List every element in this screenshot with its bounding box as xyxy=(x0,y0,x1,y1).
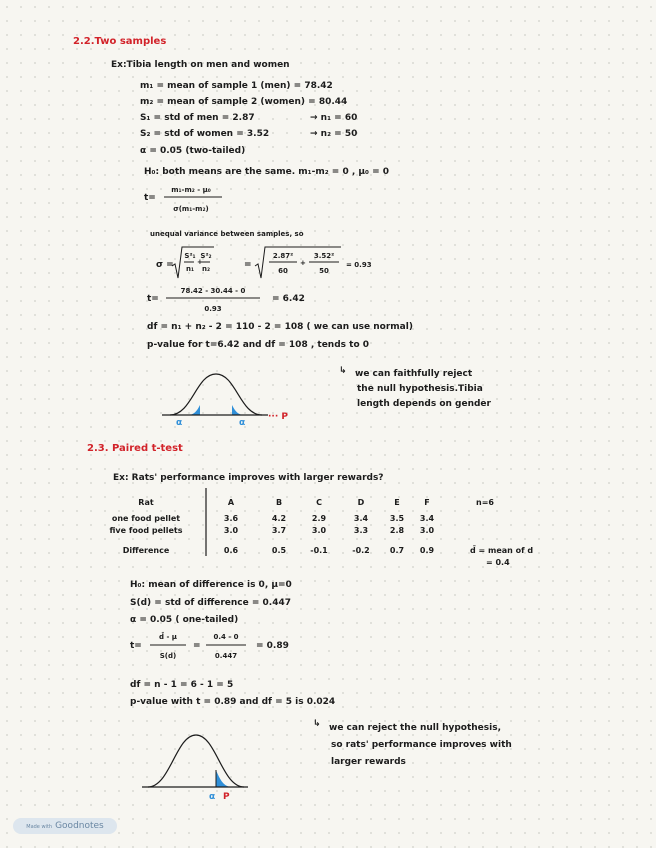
t-formula-lhs: t= xyxy=(144,193,156,203)
cell-five-a: 3.0 xyxy=(223,526,239,535)
sigma-value-1-squared: 2.87² xyxy=(272,252,294,260)
cell-diff-b: 0.5 xyxy=(271,546,287,555)
row-label-difference: Difference xyxy=(122,546,170,555)
definition-alpha: α = 0.05 (two-tailed) xyxy=(140,146,246,156)
rat-data-table xyxy=(92,488,562,567)
sigma-plus-2: + xyxy=(300,259,306,267)
col-header-a: A xyxy=(227,498,235,507)
mean-difference-value: = 0.4 xyxy=(486,558,510,567)
t-formula-numerator: m₁-m₂ - μ₀ xyxy=(171,186,211,194)
sigma-value-2-squared: 3.52² xyxy=(313,252,335,260)
col-header-b: B xyxy=(275,498,283,507)
cell-five-e: 2.8 xyxy=(389,526,405,535)
sigma-s1-squared: S²₁ xyxy=(184,252,196,260)
conclusion2-line3: larger rewards xyxy=(331,757,406,767)
curve1-alpha-left: α xyxy=(176,418,183,428)
cell-five-d: 3.3 xyxy=(353,526,369,535)
cell-one-d: 3.4 xyxy=(353,514,369,523)
definition-s1: S₁ = std of men = 2.87 xyxy=(140,113,255,123)
definition-m1: m₁ = mean of sample 1 (men) = 78.42 xyxy=(140,81,333,91)
sigma-n2: n₂ xyxy=(201,265,211,273)
example-title-tibia: Ex:Tibia length on men and women xyxy=(111,60,290,70)
conclusion1-line3: length depends on gender xyxy=(357,399,491,409)
t-calc-result: = 6.42 xyxy=(272,294,305,304)
std-of-difference: S(d) = std of difference = 0.447 xyxy=(130,598,292,608)
cell-five-c: 3.0 xyxy=(311,526,327,535)
table-row xyxy=(92,526,562,538)
t-formula-denominator: σ(m₁-m₂) xyxy=(173,205,209,213)
t2-formula-denominator: S(d) xyxy=(159,652,177,660)
unequal-variance-note: unequal variance between samples, so xyxy=(150,230,304,238)
conclusion2-line2: so rats' performance improves with xyxy=(331,740,512,750)
sigma-value-n2: 50 xyxy=(319,267,329,275)
p-value-1: p-value for t=6.42 and df = 108 , tends to 0 xyxy=(147,340,370,350)
table-row xyxy=(92,558,562,570)
curve2-alpha: α xyxy=(209,792,216,802)
col-header-f: F xyxy=(424,498,430,507)
table-row xyxy=(92,514,562,526)
degrees-of-freedom-1: df = n₁ + n₂ - 2 = 110 - 2 = 108 ( we can use normal) xyxy=(147,322,413,332)
cell-one-c: 2.9 xyxy=(311,514,327,523)
p-value-2: p-value with t = 0.89 and df = 5 is 0.024 xyxy=(130,697,336,707)
alpha-one-tailed: α = 0.05 ( one-tailed) xyxy=(130,615,239,625)
row-label-five-pellets: five food pellets xyxy=(109,526,183,535)
null-hypothesis-1: H₀: both means are the same. m₁-m₂ = 0 , μ₀ = 0 xyxy=(144,167,390,177)
cell-one-e: 3.5 xyxy=(389,514,405,523)
sigma-plus-1: + xyxy=(197,258,203,266)
t2-formula-denominator-value: 0.447 xyxy=(214,652,238,660)
t2-formula-equals: = xyxy=(193,641,201,651)
conclusion1-line2: the null hypothesis.Tibia xyxy=(357,384,483,394)
section-heading-two-samples: 2.2.Two samples xyxy=(73,36,167,47)
conclusion2-line1: we can reject the null hypothesis, xyxy=(329,723,501,733)
sigma-s2-squared: S²₂ xyxy=(200,252,212,260)
table-row xyxy=(92,498,562,510)
cell-diff-d: -0.2 xyxy=(352,546,370,555)
col-header-c: C xyxy=(316,498,322,507)
cell-one-f: 3.4 xyxy=(419,514,435,523)
sigma-result: = 0.93 xyxy=(346,261,372,269)
table-row xyxy=(92,546,562,558)
badge-brand: Goodnotes xyxy=(55,821,104,831)
col-header-d: D xyxy=(357,498,365,507)
cell-diff-f: 0.9 xyxy=(419,546,435,555)
conclusion1-line1: we can faithfully reject xyxy=(355,369,473,379)
sigma-equals: = xyxy=(244,260,252,270)
mean-difference-label: d̄ = mean of d xyxy=(470,546,534,555)
t2-formula-numerator-value: 0.4 - 0 xyxy=(213,633,239,641)
t2-formula-fraction-bar-value xyxy=(206,644,248,646)
t2-formula-fraction-bar xyxy=(150,644,188,646)
cell-five-b: 3.7 xyxy=(271,526,287,535)
t-calc-numerator: 78.42 - 30.44 - 0 xyxy=(180,287,246,295)
cell-diff-a: 0.6 xyxy=(223,546,239,555)
cell-five-f: 3.0 xyxy=(419,526,435,535)
conclusion2-arrow: ↳ xyxy=(313,719,321,729)
cell-one-a: 3.6 xyxy=(223,514,239,523)
example-title-rats: Ex: Rats' performance improves with larger rewards? xyxy=(113,473,384,483)
conclusion1-arrow: ↳ xyxy=(339,366,347,376)
cell-one-b: 4.2 xyxy=(271,514,287,523)
t2-formula-lhs: t= xyxy=(130,641,142,651)
t2-formula-result: = 0.89 xyxy=(256,641,289,651)
section-heading-paired-t-test: 2.3. Paired t-test xyxy=(87,443,183,454)
degrees-of-freedom-2: df = n - 1 = 6 - 1 = 5 xyxy=(130,680,234,690)
sample-size-n2: → n₂ = 50 xyxy=(310,129,358,139)
sample-size-n: n=6 xyxy=(476,498,494,507)
normal-distribution-curve-one-tailed xyxy=(140,732,252,790)
curve2-p-label: P xyxy=(223,792,230,802)
t-calc-lhs: t= xyxy=(147,294,159,304)
col-header-e: E xyxy=(394,498,400,507)
row-label-one-pellet: one food pellet xyxy=(111,514,181,523)
sigma-value-n1: 60 xyxy=(278,267,288,275)
t2-formula-numerator: d̄ - μ xyxy=(159,633,177,641)
definition-s2: S₂ = std of women = 3.52 xyxy=(140,129,270,139)
null-hypothesis-2: H₀: mean of difference is 0, μ=0 xyxy=(130,580,292,590)
t-calc-fraction-bar xyxy=(166,297,262,299)
made-with-goodnotes-badge[interactable] xyxy=(13,818,117,834)
t-formula-fraction-bar xyxy=(164,196,224,198)
t-calc-denominator: 0.93 xyxy=(204,305,222,313)
cell-diff-e: 0.7 xyxy=(389,546,405,555)
sample-size-n1: → n₁ = 60 xyxy=(310,113,358,123)
sigma-lhs: σ = xyxy=(156,260,174,270)
definition-m2: m₂ = mean of sample 2 (women) = 80.44 xyxy=(140,97,348,107)
curve1-alpha-right: α xyxy=(239,418,246,428)
cell-diff-c: -0.1 xyxy=(310,546,328,555)
curve1-p-label: ··· P xyxy=(268,412,288,422)
sigma-n1: n₁ xyxy=(185,265,195,273)
normal-distribution-curve-two-tailed xyxy=(160,370,270,420)
row-label-rat: Rat xyxy=(138,498,154,507)
badge-made-with: Made with xyxy=(26,824,53,830)
